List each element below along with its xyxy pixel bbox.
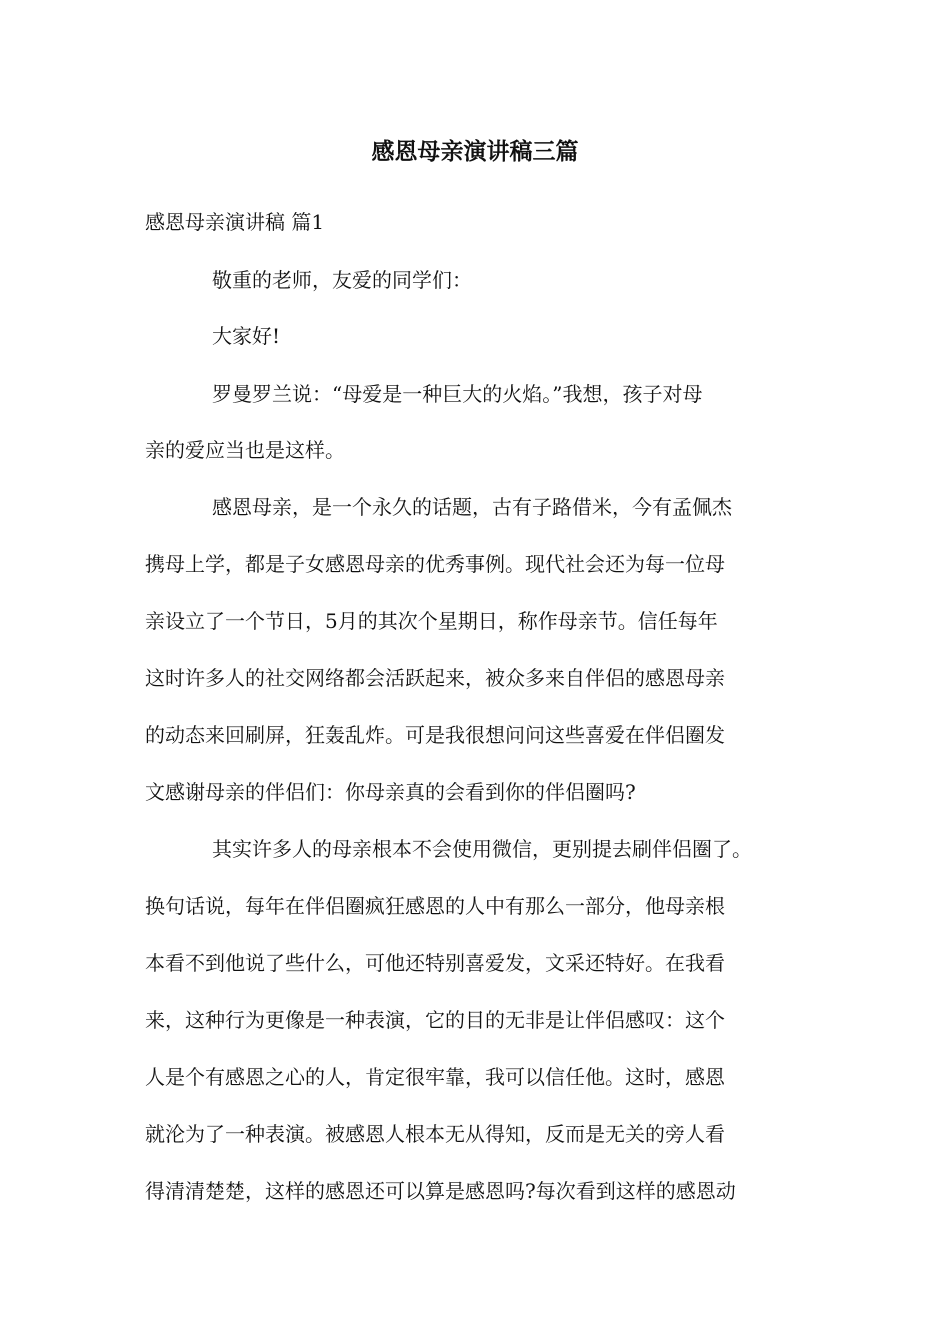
document-title: 感恩母亲演讲稿三篇 bbox=[371, 138, 579, 165]
section-heading: 感恩母亲演讲稿 篇1 bbox=[145, 210, 325, 234]
paragraph-line: 本看不到他说了些什么，可他还特别喜爱发，文采还特好。在我看 bbox=[145, 951, 725, 975]
paragraph-line: 感恩母亲，是一个永久的话题，古有子路借米，今有孟佩杰 bbox=[212, 495, 732, 519]
greeting-line: 大家好! bbox=[212, 324, 281, 348]
paragraph-line: 来，这种行为更像是一种表演，它的目的无非是让伴侣感叹：这个 bbox=[145, 1008, 725, 1032]
salutation-line: 敬重的老师，友爱的同学们： bbox=[212, 268, 472, 292]
paragraph-line: 文感谢母亲的伴侣们：你母亲真的会看到你的伴侣圈吗? bbox=[145, 780, 636, 804]
paragraph-line: 就沦为了一种表演。被感恩人根本无从得知，反而是无关的旁人看 bbox=[145, 1122, 725, 1146]
paragraph-line: 的动态来回刷屏，狂轰乱炸。可是我很想问问这些喜爱在伴侣圈发 bbox=[145, 723, 725, 747]
paragraph-line: 人是个有感恩之心的人，肯定很牢靠，我可以信任他。这时，感恩 bbox=[145, 1065, 725, 1089]
paragraph-line: 得清清楚楚，这样的感恩还可以算是感恩吗?每次看到这样的感恩动 bbox=[145, 1179, 736, 1203]
paragraph-line: 其实许多人的母亲根本不会使用微信，更别提去刷伴侣圈了。 bbox=[212, 837, 752, 861]
paragraph-line: 亲的爱应当也是这样。 bbox=[145, 438, 345, 462]
paragraph-line: 携母上学，都是子女感恩母亲的优秀事例。现代社会还为每一位母 bbox=[145, 552, 725, 576]
paragraph-line: 亲设立了一个节日，5月的其次个星期日，称作母亲节。信任每年 bbox=[145, 609, 718, 633]
paragraph-line: 罗曼罗兰说：“母爱是一种巨大的火焰。”我想，孩子对母 bbox=[212, 382, 703, 406]
paragraph-line: 换句话说，每年在伴侣圈疯狂感恩的人中有那么一部分，他母亲根 bbox=[145, 894, 725, 918]
paragraph-line: 这时许多人的社交网络都会活跃起来，被众多来自伴侣的感恩母亲 bbox=[145, 666, 725, 690]
